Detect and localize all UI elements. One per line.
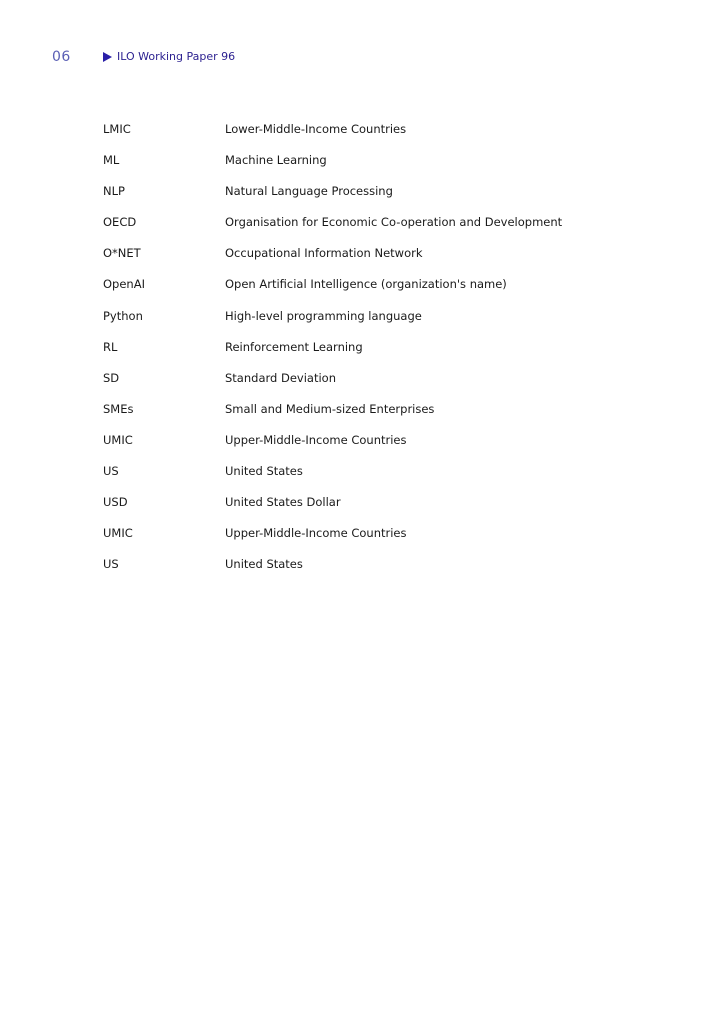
abbreviation-term: UMIC — [103, 526, 133, 541]
abbreviation-definition: Standard Deviation — [225, 370, 336, 385]
abbreviation-term: US — [103, 557, 119, 572]
abbreviation-row — [103, 556, 562, 587]
abbreviation-term: ML — [103, 153, 120, 168]
abbreviation-definition: Upper-Middle-Income Countries — [225, 432, 407, 447]
abbreviation-definition: United States — [225, 557, 303, 572]
abbreviation-term: O*NET — [103, 246, 141, 261]
abbreviation-row — [103, 432, 562, 463]
abbreviation-term: Python — [103, 308, 143, 323]
abbreviation-definition: Open Artificial Intelligence (organization's name) — [225, 277, 507, 292]
abbreviation-term: SD — [103, 370, 120, 385]
abbreviation-row — [103, 245, 562, 276]
page-number: 06 — [52, 49, 71, 65]
abbreviation-row — [103, 121, 562, 152]
abbreviation-row — [103, 339, 562, 370]
abbreviation-row — [103, 463, 562, 494]
abbreviation-term: LMIC — [103, 122, 131, 136]
play-triangle-icon — [103, 52, 112, 62]
abbreviation-row — [103, 370, 562, 401]
abbreviation-term: OpenAI — [103, 277, 145, 292]
abbreviation-definition: United States — [225, 464, 303, 479]
abbreviation-term: SMEs — [103, 401, 134, 416]
abbreviation-row — [103, 183, 562, 214]
abbreviation-definition: High-level programming language — [225, 308, 422, 323]
abbreviation-row — [103, 401, 562, 432]
abbreviation-term: US — [103, 464, 119, 479]
abbreviation-definition: Reinforcement Learning — [225, 339, 363, 354]
abbreviation-row — [103, 494, 562, 525]
abbreviation-definition: Natural Language Processing — [225, 184, 393, 199]
running-header — [103, 50, 235, 64]
abbreviation-term: RL — [103, 339, 118, 354]
abbreviation-row — [103, 525, 562, 556]
abbreviation-definition: Machine Learning — [225, 153, 327, 168]
abbreviation-row — [103, 308, 562, 339]
abbreviation-definition: United States Dollar — [225, 495, 341, 510]
abbreviation-row — [103, 214, 562, 245]
abbreviation-definition: Small and Medium-sized Enterprises — [225, 401, 435, 416]
abbreviation-row — [103, 152, 562, 183]
abbreviation-definition: Occupational Information Network — [225, 246, 423, 261]
abbreviation-term: NLP — [103, 184, 125, 199]
document-title: ILO Working Paper 96 — [117, 50, 236, 63]
abbreviation-row — [103, 276, 562, 307]
abbreviation-definition: Lower-Middle-Income Countries — [225, 122, 407, 136]
abbreviation-term: OECD — [103, 215, 137, 230]
abbreviation-term: UMIC — [103, 432, 133, 447]
abbreviations-list — [103, 121, 562, 587]
abbreviation-definition: Organisation for Economic Co-operation and Development — [225, 215, 563, 230]
abbreviation-term: USD — [103, 495, 128, 510]
abbreviation-definition: Upper-Middle-Income Countries — [225, 526, 407, 541]
